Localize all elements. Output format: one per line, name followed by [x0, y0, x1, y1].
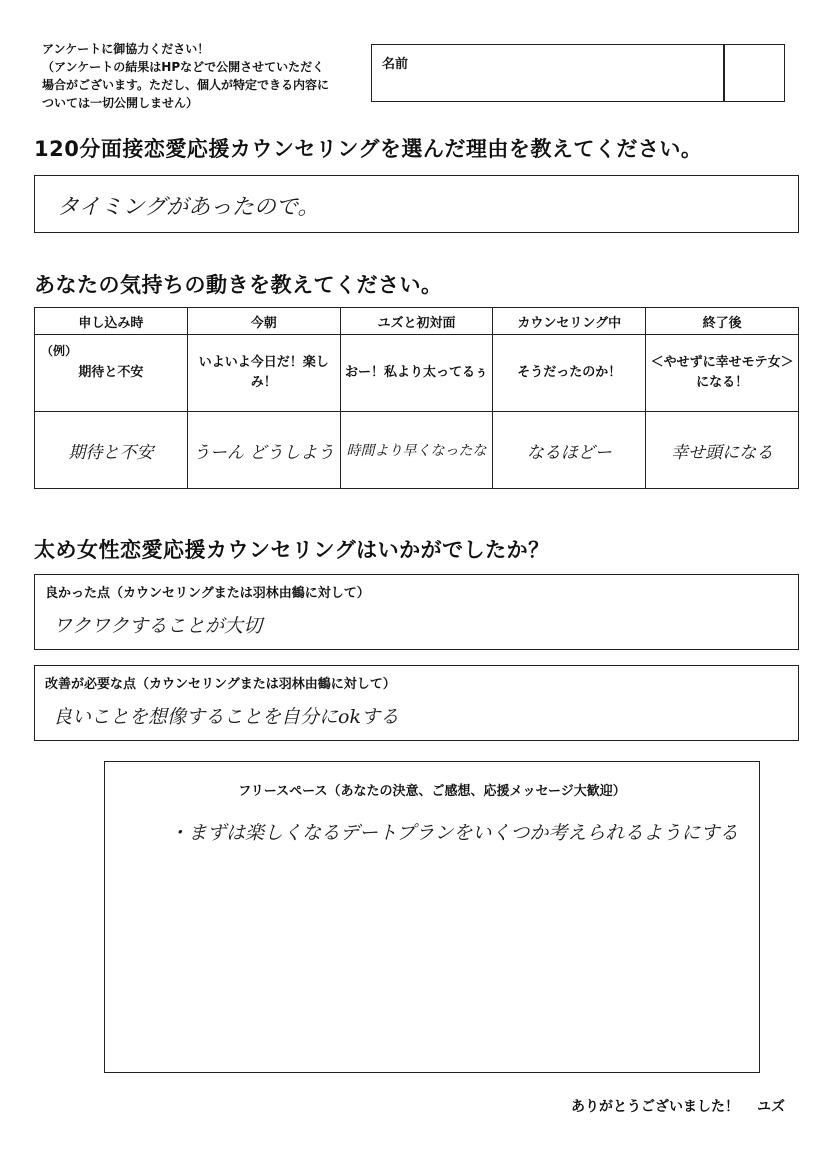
intro-line: 場合がございます。ただし、個人が特定できる内容に	[42, 78, 330, 92]
improvement-label: 改善が必要な点（カウンセリングまたは羽林由鶴に対して）	[45, 677, 396, 692]
example-cell: ＜やせずに幸せモテ女＞になる！	[646, 335, 799, 412]
col-header: 申し込み時	[35, 308, 188, 335]
answer-text: なるほどー	[526, 442, 612, 463]
answer-cell[interactable]	[646, 412, 799, 489]
example-cell: そうだったのか！	[493, 335, 646, 412]
good-points-answer: ワクワクすることが大切	[53, 615, 263, 637]
col-header: 今朝	[187, 308, 340, 335]
good-points-label: 良かった点（カウンセリングまたは羽林由鶴に対して）	[45, 586, 370, 601]
answer-cell[interactable]	[35, 412, 188, 489]
answer-text: 期待と不安	[68, 442, 154, 463]
reason-answer-box[interactable]	[34, 175, 799, 233]
col-header: 終了後	[646, 308, 799, 335]
col-header: カウンセリング中	[493, 308, 646, 335]
intro-line: ついては一切公開しません）	[42, 96, 199, 110]
name-field[interactable]	[371, 44, 785, 102]
emotion-table	[34, 307, 799, 489]
name-label: 名前	[382, 57, 409, 72]
example-cell: おー！私より太ってるぅ	[340, 335, 493, 412]
q1-title: 120分面接恋愛応援カウンセリングを選んだ理由を教えてください。	[34, 137, 703, 161]
good-points-box[interactable]	[34, 574, 799, 650]
signature: ユズ	[757, 1099, 785, 1115]
answer-cell[interactable]	[493, 412, 646, 489]
intro-text	[42, 40, 329, 112]
example-cell	[35, 335, 188, 412]
footer-thanks	[571, 1096, 785, 1116]
answer-cell[interactable]	[340, 412, 493, 489]
intro-line: アンケートに御協力ください！	[42, 42, 210, 56]
answer-text: 時間より早くなったな	[346, 443, 487, 459]
improvement-answer: 良いことを想像することを自分にokする	[53, 706, 399, 728]
q3-title: 太め女性恋愛応援カウンセリングはいかがでしたか？	[34, 538, 550, 562]
col-header: ユズと初対面	[340, 308, 493, 335]
reason-answer: タイミングがあったので。	[57, 195, 320, 220]
name-divider	[723, 45, 725, 101]
free-space-answer: ・まずは楽しくなるデートプランをいくつか考えられるようにする	[169, 822, 739, 844]
example-cell: いよいよ今日だ！楽しみ！	[187, 335, 340, 412]
free-space-box[interactable]	[104, 761, 760, 1073]
answer-cell[interactable]	[187, 412, 340, 489]
intro-line: （アンケートの結果はHPなどで公開させていただく	[42, 60, 325, 74]
thanks-text: ありがとうございました！	[571, 1099, 739, 1115]
example-tag: （例）	[41, 344, 78, 358]
q2-title: あなたの気持ちの動きを教えてください。	[34, 273, 443, 297]
answer-text: うーん どうしよう	[192, 442, 335, 463]
free-space-label: フリースペース（あなたの決意、ご感想、応援メッセージ大歓迎）	[238, 784, 626, 799]
improvement-box[interactable]	[34, 665, 799, 741]
answer-text: 幸せ頭になる	[671, 442, 774, 463]
example-text: 期待と不安	[78, 365, 144, 380]
